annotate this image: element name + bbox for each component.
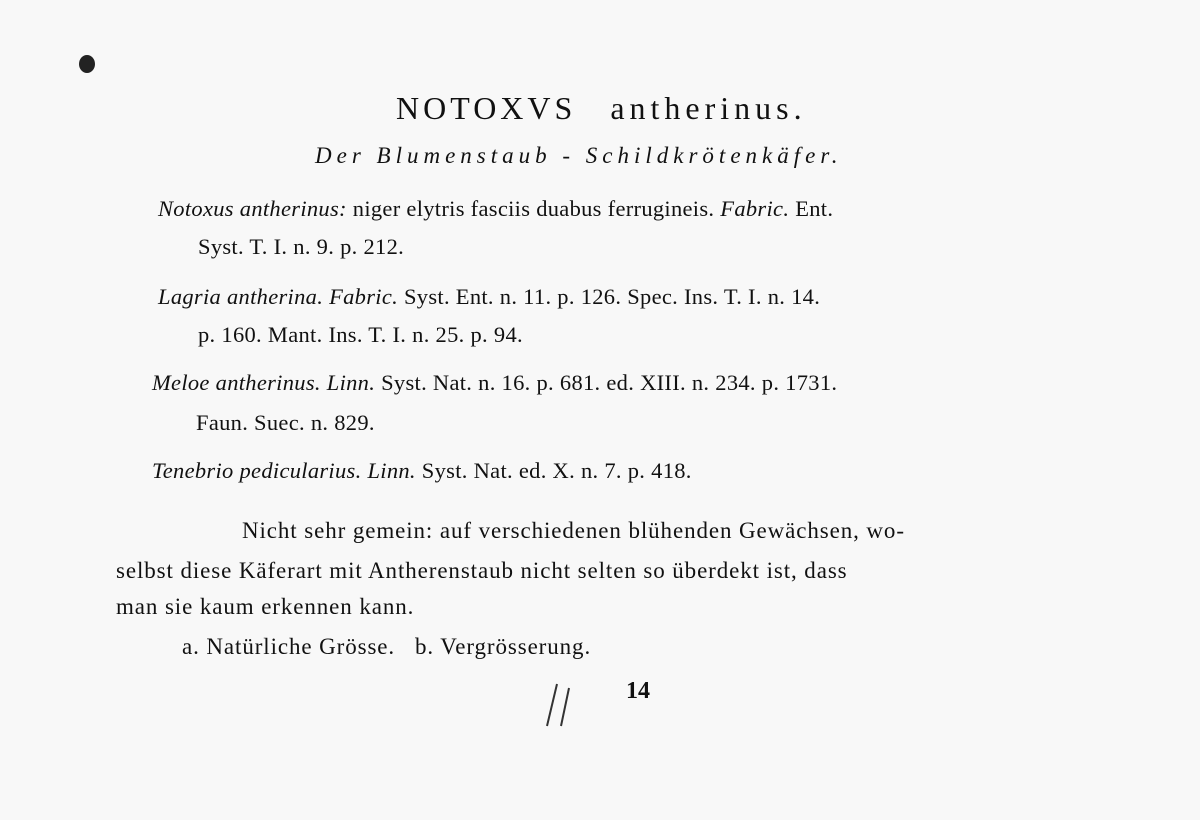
page-number: 14: [626, 678, 650, 704]
ink-spot: [79, 55, 95, 73]
handwritten-mark: [535, 680, 585, 730]
synonym-4-name: Tenebrio pedicularius.: [152, 458, 362, 483]
synonym-4-citation: Syst. Nat. ed. X. n. 7. p. 418.: [421, 458, 692, 483]
synonym-1-diagnosis: niger elytris fasciis duabus ferrugineis.: [352, 196, 715, 221]
synonym-1-line-2: Syst. T. I. n. 9. p. 212.: [198, 234, 405, 259]
synonym-1-ref: Fabric.: [720, 196, 790, 221]
synonym-2-ref: Fabric.: [329, 284, 399, 309]
synonym-3-line-2: Faun. Suec. n. 829.: [196, 410, 375, 435]
figure-legend: [182, 634, 591, 660]
synonym-2-name: Lagria antherina.: [158, 284, 324, 309]
synonym-4-ref: Linn.: [367, 458, 416, 483]
synonym-3-name: Meloe antherinus.: [152, 370, 321, 395]
description-line-1: Nicht sehr gemein: auf verschiedenen blühenden Gewächsen, wo-: [242, 518, 905, 543]
page-subtitle: Der Blumenstaub - Schildkrötenkäfer.: [315, 143, 843, 168]
legend-magnification: b. Vergrösserung.: [415, 634, 592, 659]
synonym-1-ref-tail: Ent.: [795, 196, 834, 221]
synonym-3-line-1: [152, 370, 837, 396]
synonym-3-citation: Syst. Nat. n. 16. p. 681. ed. XIII. n. 234. p. 1731.: [381, 370, 838, 395]
legend-natural-size: a. Natürliche Grösse.: [182, 634, 396, 659]
description-line-3: man sie kaum erkennen kann.: [116, 594, 415, 619]
description-line-2: selbst diese Käferart mit Antherenstaub nicht selten so überdekt ist, dass: [116, 558, 848, 583]
synonym-2-line-2: p. 160. Mant. Ins. T. I. n. 25. p. 94.: [198, 322, 523, 347]
title-species: antherinus.: [610, 90, 807, 126]
synonym-1-name: Notoxus antherinus:: [158, 196, 347, 221]
synonym-2-citation: Syst. Ent. n. 11. p. 126. Spec. Ins. T. I. n. 14.: [403, 284, 821, 309]
synonym-1-line-1: [158, 196, 833, 222]
synonym-3-ref: Linn.: [326, 370, 376, 395]
title-genus: NOTOXVS: [396, 90, 577, 126]
synonym-2-line-1: [158, 284, 820, 310]
synonym-4-line-1: [152, 458, 692, 484]
page-title: [396, 90, 807, 127]
